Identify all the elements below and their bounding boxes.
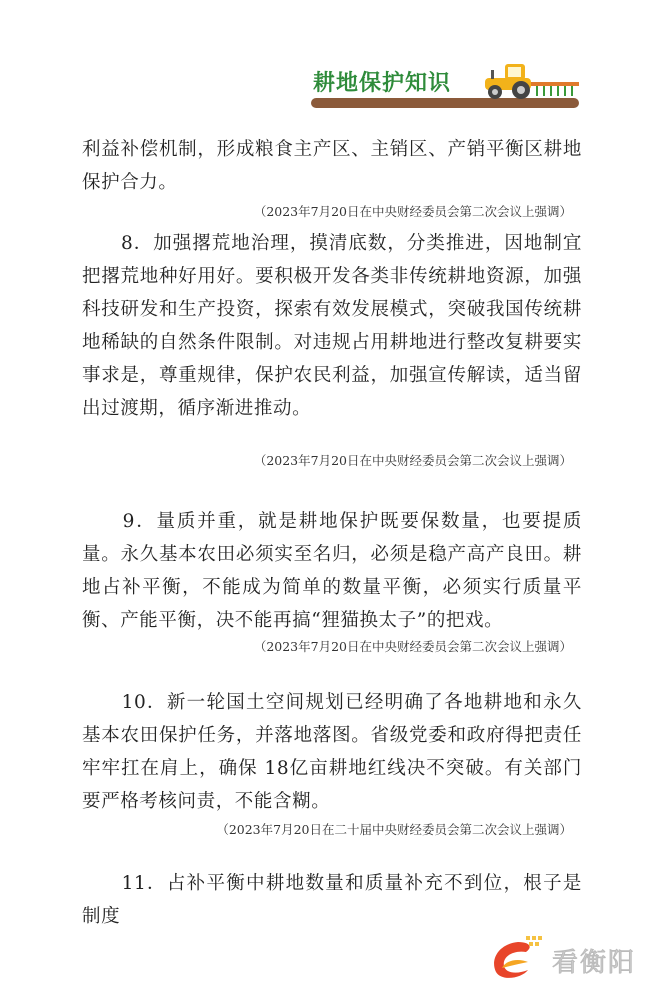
banner-title: 耕地保护知识	[313, 71, 452, 96]
citation: （2023年7月20日在中央财经委员会第二次会议上强调）	[253, 204, 572, 219]
paragraph-9: 9．量质并重，就是耕地保护既要保数量，也要提质量。永久基本农田必须实至名归，必须是稳产高产良田。耕地占补平衡，不能成为简单的数量平衡，必须实行质量平衡、产能平衡，决不能再搞“狸猫换太子”的把戏。	[82, 511, 582, 631]
citation: （2023年7月20日在二十届中央财经委员会第二次会议上强调）	[216, 822, 572, 837]
logo-text: 看衡阳	[552, 948, 637, 978]
paragraph-8: 8．加强撂荒地治理，摸清底数，分类推进，因地制宜把撂荒地种好用好。要积极开发各类非传统耕地资源，加强科技研发和生产投资，探索有效发展模式，突破我国传统耕地稀缺的自然条件限制。对违规占用耕地进行整改复耕要实事求是，尊重规律，保护农民利益，加强宣传解读，适当留出过渡期，循序渐进推动。	[82, 233, 582, 419]
citation: （2023年7月20日在中央财经委员会第二次会议上强调）	[253, 453, 572, 468]
paragraph-7-end: 利益补偿机制，形成粮食主产区、主销区、产销平衡区耕地保护合力。	[82, 139, 582, 193]
citation: （2023年7月20日在中央财经委员会第二次会议上强调）	[253, 639, 572, 654]
tractor-icon	[483, 62, 583, 100]
kan-hengyang-logo	[488, 930, 653, 982]
paragraph-11: 11．占补平衡中耕地数量和质量补充不到位，根子是制度	[82, 873, 582, 927]
paragraph-10: 10．新一轮国土空间规划已经明确了各地耕地和永久基本农田保护任务，并落地落图。省级党委和政府得把责任牢牢扛在肩上，确保 18亿亩耕地红线决不突破。有关部门要严格考核问责，不能含糊。	[82, 692, 582, 812]
logo-swoosh-icon	[488, 930, 552, 982]
section-banner	[305, 58, 585, 114]
